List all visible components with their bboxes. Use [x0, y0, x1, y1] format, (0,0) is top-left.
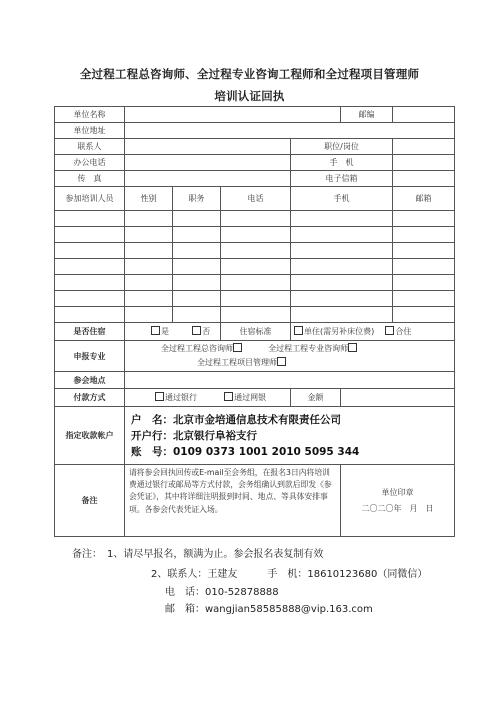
participant-cell[interactable]	[125, 275, 173, 291]
participant-cell[interactable]	[55, 259, 125, 275]
row-payment	[55, 389, 455, 407]
amount-field[interactable]	[341, 389, 455, 407]
participant-cell[interactable]	[55, 291, 125, 307]
account-label: 指定收款帐户	[55, 407, 125, 465]
participant-cell[interactable]	[55, 211, 125, 227]
email-label: 电子信箱	[291, 171, 393, 187]
row-contact	[55, 139, 455, 155]
participant-row	[55, 243, 455, 259]
position-field[interactable]	[393, 139, 455, 155]
pay-online-checkbox[interactable]	[224, 392, 233, 401]
venue-field[interactable]	[125, 372, 455, 389]
participant-cell[interactable]	[393, 291, 455, 307]
account-number: 账 号：0109 0373 1001 2010 5095 344	[131, 445, 360, 458]
participant-cell[interactable]	[125, 259, 173, 275]
col-header-phone: 电话	[221, 187, 291, 211]
col-header-gender: 性别	[125, 187, 173, 211]
row-major	[55, 341, 455, 372]
participant-cell[interactable]	[221, 275, 291, 291]
major-opt2-checkbox[interactable]	[348, 343, 357, 352]
participant-cell[interactable]	[393, 259, 455, 275]
row-venue	[55, 372, 455, 389]
participant-cell[interactable]	[173, 291, 221, 307]
lodging-yes-checkbox[interactable]	[151, 326, 160, 335]
participant-cell[interactable]	[291, 275, 393, 291]
participant-cell[interactable]	[55, 307, 125, 323]
participant-cell[interactable]	[173, 307, 221, 323]
lodging-no-checkbox[interactable]	[192, 326, 201, 335]
participant-cell[interactable]	[55, 227, 125, 243]
form-subtitle: 培训认证回执	[214, 89, 285, 103]
participant-cell[interactable]	[393, 307, 455, 323]
lodging-no-label: 否	[202, 327, 211, 336]
lodging-single-checkbox[interactable]	[294, 326, 303, 335]
participant-cell[interactable]	[173, 275, 221, 291]
unit-address-field[interactable]	[125, 123, 455, 139]
participant-cell[interactable]	[173, 211, 221, 227]
participant-row	[55, 291, 455, 307]
participant-cell[interactable]	[125, 211, 173, 227]
form-title: 全过程工程总咨询师、全过程专业咨询工程师和全过程项目管理师	[79, 67, 420, 81]
participant-cell[interactable]	[125, 291, 173, 307]
row-remark	[55, 465, 455, 537]
unit-name-label: 单位名称	[55, 107, 125, 123]
unit-address-label: 单位地址	[55, 123, 125, 139]
participant-cell[interactable]	[173, 259, 221, 275]
participant-cell[interactable]	[55, 275, 125, 291]
participant-cell[interactable]	[393, 243, 455, 259]
participant-cell[interactable]	[221, 259, 291, 275]
footer-note-1: 备注： 1、请尽早报名，额满为止。参会报名表复制有效	[72, 549, 324, 560]
major-label: 申报专业	[55, 341, 125, 372]
mobile-label: 手 机	[291, 155, 393, 171]
pay-online-label: 通过网银	[234, 393, 267, 402]
row-lodging	[55, 323, 455, 341]
col-header-title: 职务	[173, 187, 221, 211]
lodging-yes-label: 是	[161, 327, 169, 336]
major-opt3-checkbox[interactable]	[277, 357, 286, 366]
participant-cell[interactable]	[291, 243, 393, 259]
participant-row	[55, 227, 455, 243]
col-header-mobile: 手机	[291, 187, 393, 211]
row-unit-address	[55, 123, 455, 139]
participants-header-row	[55, 187, 455, 211]
row-account	[55, 407, 455, 465]
account-bank: 开户行：北京银行阜裕支行	[131, 429, 257, 442]
participant-row	[55, 211, 455, 227]
pay-bank-checkbox[interactable]	[155, 392, 164, 401]
participant-cell[interactable]	[221, 307, 291, 323]
row-fax	[55, 171, 455, 187]
mobile-field[interactable]	[393, 155, 455, 171]
lodging-shared-checkbox[interactable]	[385, 326, 394, 335]
seal-cell	[341, 465, 455, 537]
fax-label: 传 真	[55, 171, 125, 187]
seal-label: 单位印章	[381, 487, 414, 497]
participant-cell[interactable]	[291, 291, 393, 307]
fax-field[interactable]	[125, 171, 291, 187]
participant-cell[interactable]	[125, 243, 173, 259]
registration-form	[54, 106, 455, 537]
participant-cell[interactable]	[393, 211, 455, 227]
account-name: 户 名：北京市金培通信息技术有限责任公司	[131, 413, 341, 426]
participant-cell[interactable]	[393, 275, 455, 291]
contact-field[interactable]	[125, 139, 291, 155]
venue-label: 参会地点	[55, 372, 125, 389]
lodging-shared-label: 合住	[395, 327, 412, 336]
row-office-phone	[55, 155, 455, 171]
pay-bank-label: 通过银行	[165, 393, 197, 402]
participant-cell[interactable]	[291, 259, 393, 275]
major-opt1-label: 全过程工程总咨询师	[161, 344, 233, 353]
postcode-field[interactable]	[393, 107, 455, 123]
remark-text: 请将参会回执回传或E-mail至会务组，在报名3日内将培训费通过银行或邮局等方式付款，会务组确认到款后即发《参会凭证》，其中将详细注明报到时间、地点、等具体安排事项。各参会代表凭证入场。	[129, 468, 332, 514]
major-opt2-label: 全过程工程专业咨询师	[268, 344, 349, 353]
office-phone-label: 办公电话	[55, 155, 125, 171]
participant-row	[55, 259, 455, 275]
participant-row	[55, 307, 455, 323]
lodging-options	[125, 323, 221, 341]
major-opt1-checkbox[interactable]	[233, 343, 242, 352]
payment-label: 付款方式	[55, 389, 125, 407]
unit-name-field[interactable]	[125, 107, 341, 123]
col-header-participant: 参加培训人员	[55, 187, 125, 211]
postcode-label: 邮编	[341, 107, 393, 123]
col-header-email: 邮箱	[393, 187, 455, 211]
participant-cell[interactable]	[173, 243, 221, 259]
office-phone-field[interactable]	[125, 155, 291, 171]
email-field[interactable]	[393, 171, 455, 187]
lodging-label: 是否住宿	[55, 323, 125, 341]
major-options	[125, 341, 455, 372]
contact-label: 联系人	[55, 139, 125, 155]
footer-email: 邮 箱：wangjian58585888@vip.163.com	[165, 604, 373, 615]
remark-label: 备注	[55, 465, 125, 537]
amount-label: 金额	[291, 389, 341, 407]
lodging-standard-options	[291, 323, 455, 341]
participant-cell[interactable]	[393, 227, 455, 243]
lodging-single-label: 单住(需另补床位费)	[304, 327, 375, 336]
seal-date: 二〇二〇年 月 日	[361, 503, 434, 513]
position-label: 职位/岗位	[291, 139, 393, 155]
major-opt3-label: 全过程工程项目管理师	[197, 358, 277, 367]
lodging-standard-label: 住宿标准	[221, 323, 291, 341]
footer-note-2: 2、联系人：王建友 手 机：18610123680（同微信）	[151, 569, 428, 580]
participant-cell[interactable]	[291, 227, 393, 243]
participant-cell[interactable]	[125, 307, 173, 323]
remark-cell	[125, 465, 341, 537]
footer-phone: 电 话：010-52878888	[165, 587, 279, 598]
row-unit-name	[55, 107, 455, 123]
participant-cell[interactable]	[125, 227, 173, 243]
participant-cell[interactable]	[55, 243, 125, 259]
participant-cell[interactable]	[291, 307, 393, 323]
participant-cell[interactable]	[221, 291, 291, 307]
participant-row	[55, 275, 455, 291]
participant-cell[interactable]	[221, 227, 291, 243]
participant-cell[interactable]	[173, 227, 221, 243]
payment-options	[125, 389, 291, 407]
participant-cell[interactable]	[221, 243, 291, 259]
participant-cell[interactable]	[221, 211, 291, 227]
account-details	[125, 407, 455, 465]
participant-cell[interactable]	[291, 211, 393, 227]
